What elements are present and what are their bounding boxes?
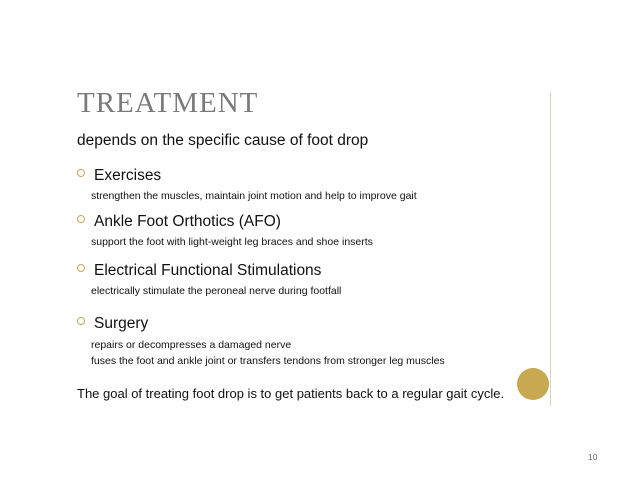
slide-subtitle: depends on the specific cause of foot drop bbox=[77, 132, 369, 149]
bullet-icon bbox=[77, 215, 85, 223]
bullet-electrical-stimulation bbox=[77, 263, 321, 279]
bullet-detail: support the foot with light-weight leg braces and shoe inserts bbox=[91, 236, 373, 248]
bullet-exercises bbox=[77, 168, 161, 184]
bullet-detail: fuses the foot and ankle joint or transfers tendons from stronger leg muscles bbox=[91, 355, 445, 367]
bullet-heading: Electrical Functional Stimulations bbox=[94, 262, 322, 279]
bullet-icon bbox=[77, 169, 85, 177]
bullet-detail: strengthen the muscles, maintain joint motion and help to improve gait bbox=[91, 190, 417, 202]
goal-statement: The goal of treating foot drop is to get patients back to a regular gait cycle. bbox=[77, 386, 505, 401]
bullet-detail: repairs or decompresses a damaged nerve bbox=[91, 339, 292, 351]
bullet-afo bbox=[77, 214, 281, 230]
page-number: 10 bbox=[588, 452, 598, 462]
bullet-detail: electrically stimulate the peroneal nerve during footfall bbox=[91, 285, 342, 297]
slide-title: TREATMENT bbox=[77, 87, 259, 119]
divider-line bbox=[550, 92, 551, 406]
bullet-heading: Exercises bbox=[94, 167, 162, 184]
bullet-surgery bbox=[77, 316, 148, 332]
bullet-icon bbox=[77, 317, 85, 325]
bullet-icon bbox=[77, 264, 85, 272]
accent-circle bbox=[517, 368, 549, 400]
bullet-heading: Surgery bbox=[94, 315, 149, 332]
bullet-heading: Ankle Foot Orthotics (AFO) bbox=[94, 213, 281, 230]
